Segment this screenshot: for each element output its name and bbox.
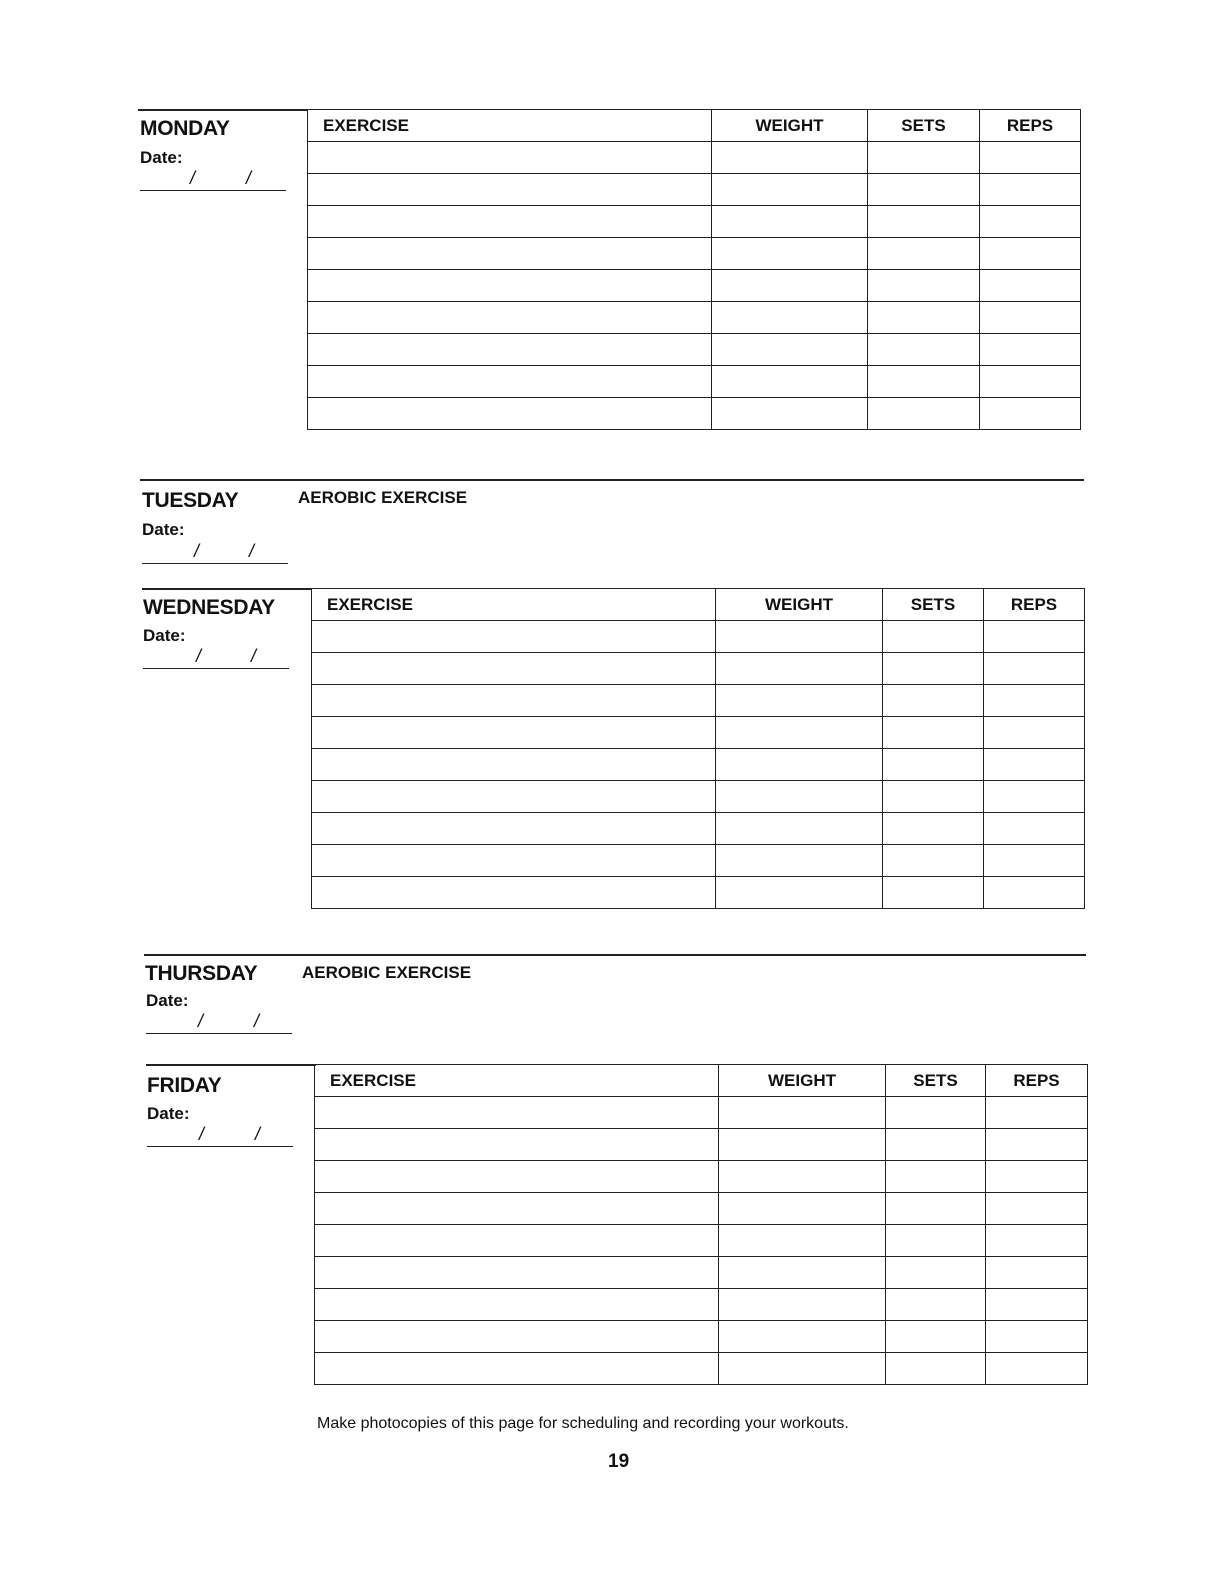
page-number: 19 [608, 1451, 630, 1472]
sets-cell[interactable] [883, 717, 984, 749]
sets-cell[interactable] [883, 845, 984, 877]
reps-cell[interactable] [980, 142, 1081, 174]
reps-cell[interactable] [986, 1129, 1088, 1161]
weight-cell[interactable] [719, 1353, 886, 1385]
table-row [312, 749, 1085, 781]
table-row [315, 1193, 1088, 1225]
table-row [312, 877, 1085, 909]
exercise-cell[interactable] [315, 1353, 719, 1385]
exercise-cell[interactable] [308, 398, 712, 430]
exercise-cell[interactable] [315, 1321, 719, 1353]
weight-cell[interactable] [716, 813, 883, 845]
monday-divider [138, 109, 308, 111]
reps-cell[interactable] [986, 1289, 1088, 1321]
reps-cell[interactable] [980, 270, 1081, 302]
weight-cell[interactable] [719, 1289, 886, 1321]
reps-header: REPS [986, 1065, 1088, 1097]
sets-cell[interactable] [868, 334, 980, 366]
reps-cell[interactable] [986, 1161, 1088, 1193]
sets-cell[interactable] [868, 302, 980, 334]
sets-cell[interactable] [886, 1353, 986, 1385]
weight-cell[interactable] [712, 366, 868, 398]
reps-header: REPS [980, 110, 1081, 142]
exercise-cell[interactable] [312, 717, 716, 749]
reps-cell[interactable] [980, 398, 1081, 430]
reps-cell[interactable] [986, 1257, 1088, 1289]
sets-cell[interactable] [868, 174, 980, 206]
table-row [308, 238, 1081, 270]
exercise-cell[interactable] [308, 302, 712, 334]
wednesday-date-label: Date: [143, 626, 186, 645]
thursday-date-label: Date: [146, 991, 189, 1010]
table-row [308, 174, 1081, 206]
reps-cell[interactable] [986, 1193, 1088, 1225]
tuesday-divider [140, 479, 1084, 481]
exercise-header: EXERCISE [315, 1065, 719, 1097]
date-separator: / [251, 646, 257, 666]
weight-cell[interactable] [716, 653, 883, 685]
exercise-cell[interactable] [312, 781, 716, 813]
reps-cell[interactable] [984, 877, 1085, 909]
reps-cell[interactable] [980, 302, 1081, 334]
sets-cell[interactable] [883, 685, 984, 717]
table-row [312, 653, 1085, 685]
reps-cell[interactable] [980, 366, 1081, 398]
weight-cell[interactable] [719, 1321, 886, 1353]
wednesday-workout-table [311, 588, 1085, 909]
exercise-cell[interactable] [308, 174, 712, 206]
sets-cell[interactable] [883, 877, 984, 909]
sets-cell[interactable] [886, 1289, 986, 1321]
reps-cell[interactable] [986, 1225, 1088, 1257]
sets-cell[interactable] [886, 1161, 986, 1193]
weight-cell[interactable] [716, 685, 883, 717]
sets-cell[interactable] [868, 366, 980, 398]
table-row [308, 206, 1081, 238]
table-row [312, 717, 1085, 749]
date-separator: / [194, 541, 200, 561]
weight-cell[interactable] [712, 142, 868, 174]
weight-cell[interactable] [716, 749, 883, 781]
weight-cell[interactable] [712, 238, 868, 270]
exercise-cell[interactable] [315, 1225, 719, 1257]
table-row [315, 1353, 1088, 1385]
weight-cell[interactable] [719, 1129, 886, 1161]
tuesday-date-field[interactable] [142, 541, 288, 564]
exercise-cell[interactable] [315, 1097, 719, 1129]
wednesday-divider [142, 588, 312, 590]
table-row [315, 1129, 1088, 1161]
sets-cell[interactable] [886, 1097, 986, 1129]
sets-cell[interactable] [868, 142, 980, 174]
exercise-cell[interactable] [308, 366, 712, 398]
table-row [315, 1257, 1088, 1289]
date-separator: / [254, 1011, 260, 1031]
date-separator: / [199, 1124, 205, 1144]
table-row [315, 1161, 1088, 1193]
sets-cell[interactable] [886, 1321, 986, 1353]
thursday-title: THURSDAY [145, 962, 258, 985]
sets-header: SETS [886, 1065, 986, 1097]
reps-cell[interactable] [980, 334, 1081, 366]
reps-cell[interactable] [986, 1321, 1088, 1353]
date-separator: / [249, 541, 255, 561]
weight-cell[interactable] [712, 398, 868, 430]
weight-cell[interactable] [716, 845, 883, 877]
exercise-cell[interactable] [308, 270, 712, 302]
exercise-cell[interactable] [312, 749, 716, 781]
reps-cell[interactable] [984, 781, 1085, 813]
exercise-cell[interactable] [312, 653, 716, 685]
weight-header: WEIGHT [712, 110, 868, 142]
monday-date-label: Date: [140, 148, 183, 167]
sets-cell[interactable] [883, 813, 984, 845]
sets-cell[interactable] [883, 621, 984, 653]
reps-cell[interactable] [980, 174, 1081, 206]
exercise-cell[interactable] [312, 813, 716, 845]
monday-title: MONDAY [140, 117, 230, 140]
weight-header: WEIGHT [719, 1065, 886, 1097]
weight-cell[interactable] [716, 621, 883, 653]
exercise-cell[interactable] [308, 206, 712, 238]
reps-cell[interactable] [980, 206, 1081, 238]
table-row [308, 270, 1081, 302]
sets-header: SETS [868, 110, 980, 142]
monday-workout-table [307, 109, 1081, 430]
date-separator: / [198, 1011, 204, 1031]
wednesday-date-field[interactable] [143, 646, 289, 669]
date-separator: / [196, 646, 202, 666]
table-row [312, 621, 1085, 653]
table-row [308, 334, 1081, 366]
friday-workout-table [314, 1064, 1088, 1385]
date-separator: / [246, 168, 252, 188]
reps-cell[interactable] [986, 1353, 1088, 1385]
reps-cell[interactable] [986, 1097, 1088, 1129]
weight-cell[interactable] [719, 1257, 886, 1289]
exercise-cell[interactable] [308, 238, 712, 270]
sets-cell[interactable] [883, 749, 984, 781]
weight-cell[interactable] [712, 206, 868, 238]
sets-cell[interactable] [886, 1193, 986, 1225]
table-row [308, 398, 1081, 430]
exercise-cell[interactable] [308, 334, 712, 366]
weight-cell[interactable] [712, 270, 868, 302]
reps-cell[interactable] [984, 621, 1085, 653]
weight-cell[interactable] [719, 1097, 886, 1129]
table-row [312, 813, 1085, 845]
friday-title: FRIDAY [147, 1074, 222, 1097]
footnote: Make photocopies of this page for scheduling and recording your workouts. [317, 1415, 849, 1432]
sets-header: SETS [883, 589, 984, 621]
table-row [308, 302, 1081, 334]
exercise-cell[interactable] [315, 1161, 719, 1193]
exercise-cell[interactable] [315, 1257, 719, 1289]
weight-cell[interactable] [712, 302, 868, 334]
monday-date-field[interactable] [140, 168, 286, 191]
table-row [315, 1225, 1088, 1257]
exercise-cell[interactable] [308, 142, 712, 174]
sets-cell[interactable] [883, 781, 984, 813]
date-separator: / [190, 168, 196, 188]
tuesday-title: TUESDAY [142, 489, 239, 512]
table-row [312, 685, 1085, 717]
table-row [315, 1289, 1088, 1321]
weight-cell[interactable] [712, 174, 868, 206]
table-row [308, 366, 1081, 398]
table-row [312, 845, 1085, 877]
sets-cell[interactable] [886, 1129, 986, 1161]
table-row [315, 1097, 1088, 1129]
exercise-cell[interactable] [312, 685, 716, 717]
reps-cell[interactable] [984, 717, 1085, 749]
tuesday-activity: AEROBIC EXERCISE [298, 488, 468, 507]
sets-cell[interactable] [868, 270, 980, 302]
reps-cell[interactable] [984, 653, 1085, 685]
sets-cell[interactable] [868, 206, 980, 238]
sets-cell[interactable] [868, 238, 980, 270]
friday-date-label: Date: [147, 1104, 190, 1123]
table-row [315, 1321, 1088, 1353]
weight-cell[interactable] [712, 334, 868, 366]
weight-cell[interactable] [716, 717, 883, 749]
reps-cell[interactable] [984, 749, 1085, 781]
exercise-cell[interactable] [315, 1129, 719, 1161]
sets-cell[interactable] [886, 1257, 986, 1289]
exercise-header: EXERCISE [312, 589, 716, 621]
sets-cell[interactable] [886, 1225, 986, 1257]
reps-cell[interactable] [984, 845, 1085, 877]
thursday-divider [144, 954, 1086, 956]
reps-cell[interactable] [984, 685, 1085, 717]
exercise-cell[interactable] [315, 1193, 719, 1225]
exercise-header: EXERCISE [308, 110, 712, 142]
tuesday-date-label: Date: [142, 520, 185, 539]
weight-cell[interactable] [719, 1193, 886, 1225]
table-row [312, 781, 1085, 813]
reps-cell[interactable] [984, 813, 1085, 845]
exercise-cell[interactable] [312, 845, 716, 877]
friday-divider [146, 1064, 316, 1066]
weight-cell[interactable] [719, 1161, 886, 1193]
weight-cell[interactable] [719, 1225, 886, 1257]
sets-cell[interactable] [868, 398, 980, 430]
wednesday-title: WEDNESDAY [143, 596, 275, 619]
exercise-cell[interactable] [315, 1289, 719, 1321]
weight-header: WEIGHT [716, 589, 883, 621]
thursday-activity: AEROBIC EXERCISE [302, 963, 472, 982]
exercise-cell[interactable] [312, 621, 716, 653]
friday-date-field[interactable] [147, 1124, 293, 1147]
table-row [308, 142, 1081, 174]
sets-cell[interactable] [883, 653, 984, 685]
reps-header: REPS [984, 589, 1085, 621]
thursday-date-field[interactable] [146, 1011, 292, 1034]
weight-cell[interactable] [716, 877, 883, 909]
reps-cell[interactable] [980, 238, 1081, 270]
exercise-cell[interactable] [312, 877, 716, 909]
weight-cell[interactable] [716, 781, 883, 813]
date-separator: / [255, 1124, 261, 1144]
